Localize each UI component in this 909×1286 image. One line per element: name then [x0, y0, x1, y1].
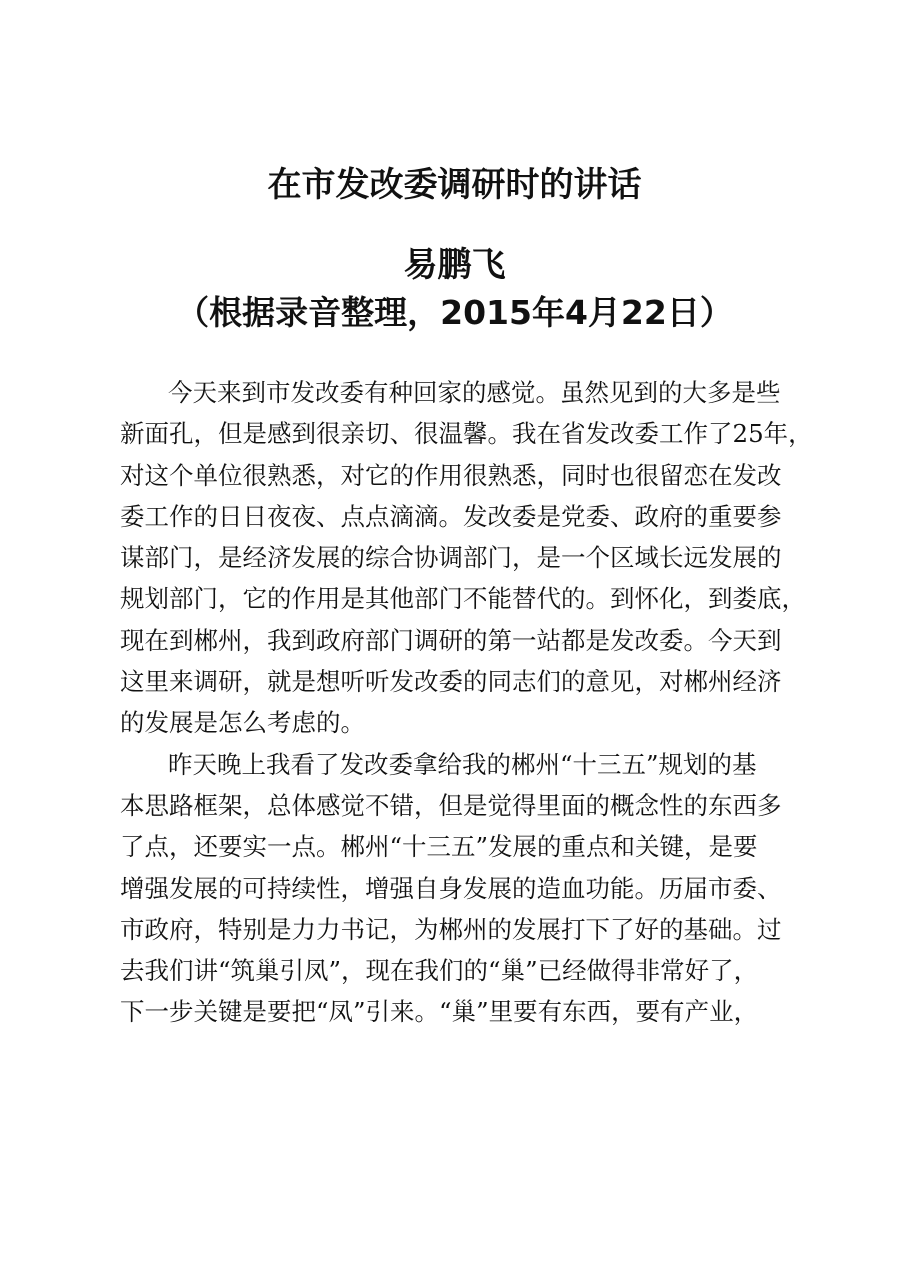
document-title: 在市发改委调研时的讲话: [267, 165, 642, 205]
paragraph-line: 对这个单位很熟悉，对它的作用很熟悉，同时也很留恋在发改: [120, 460, 782, 490]
paragraph-line: 委工作的日日夜夜、点点滴滴。发改委是党委、政府的重要参: [120, 501, 782, 531]
author-name: 易鹏飞: [403, 245, 506, 285]
paragraph-line: 市政府，特别是力力书记，为郴州的发展打下了好的基础。过: [120, 914, 782, 944]
paragraph-1: [120, 372, 813, 744]
paragraph-line: 规划部门，它的作用是其他部门不能替代的。到怀化，到娄底，: [120, 584, 806, 614]
paragraph-line: 今天来到市发改委有种回家的感觉。虽然见到的大多是些: [168, 378, 781, 407]
paragraph-line: 现在到郴州，我到政府部门调研的第一站都是发改委。今天到: [120, 625, 782, 655]
body-text: [120, 372, 813, 1033]
paragraph-2: [120, 744, 810, 1033]
paragraph-line: 本思路框架，总体感觉不错，但是觉得里面的概念性的东西多: [120, 790, 782, 820]
paragraph-line: 这里来调研，就是想听听发改委的同志们的意见，对郴州经济: [120, 667, 782, 697]
paragraph-line: 去我们讲“筑巢引凤”，现在我们的“巢”已经做得非常好了，: [120, 956, 759, 986]
paragraph-line: 下一步关键是要把“凤”引来。“巢”里要有东西，要有产业，: [120, 997, 759, 1027]
paragraph-line: 谋部门，是经济发展的综合协调部门，是一个区域长远发展的: [120, 543, 782, 573]
paragraph-line: 增强发展的可持续性，增强自身发展的造血功能。历届市委、: [120, 873, 782, 903]
paragraph-line: 的发展是怎么考虑的。: [120, 708, 365, 738]
paragraph-line: 昨天晚上我看了发改委拿给我的郴州“十三五”规划的基: [168, 749, 757, 779]
paragraph-line: 了点，还要实一点。郴州“十三五”发展的重点和关键，是要: [120, 832, 758, 862]
paragraph-line: 新面孔，但是感到很亲切、很温馨。我在省发改委工作了25年，: [120, 419, 813, 449]
recording-note: （根据录音整理，2015年4月22日）: [176, 293, 733, 332]
